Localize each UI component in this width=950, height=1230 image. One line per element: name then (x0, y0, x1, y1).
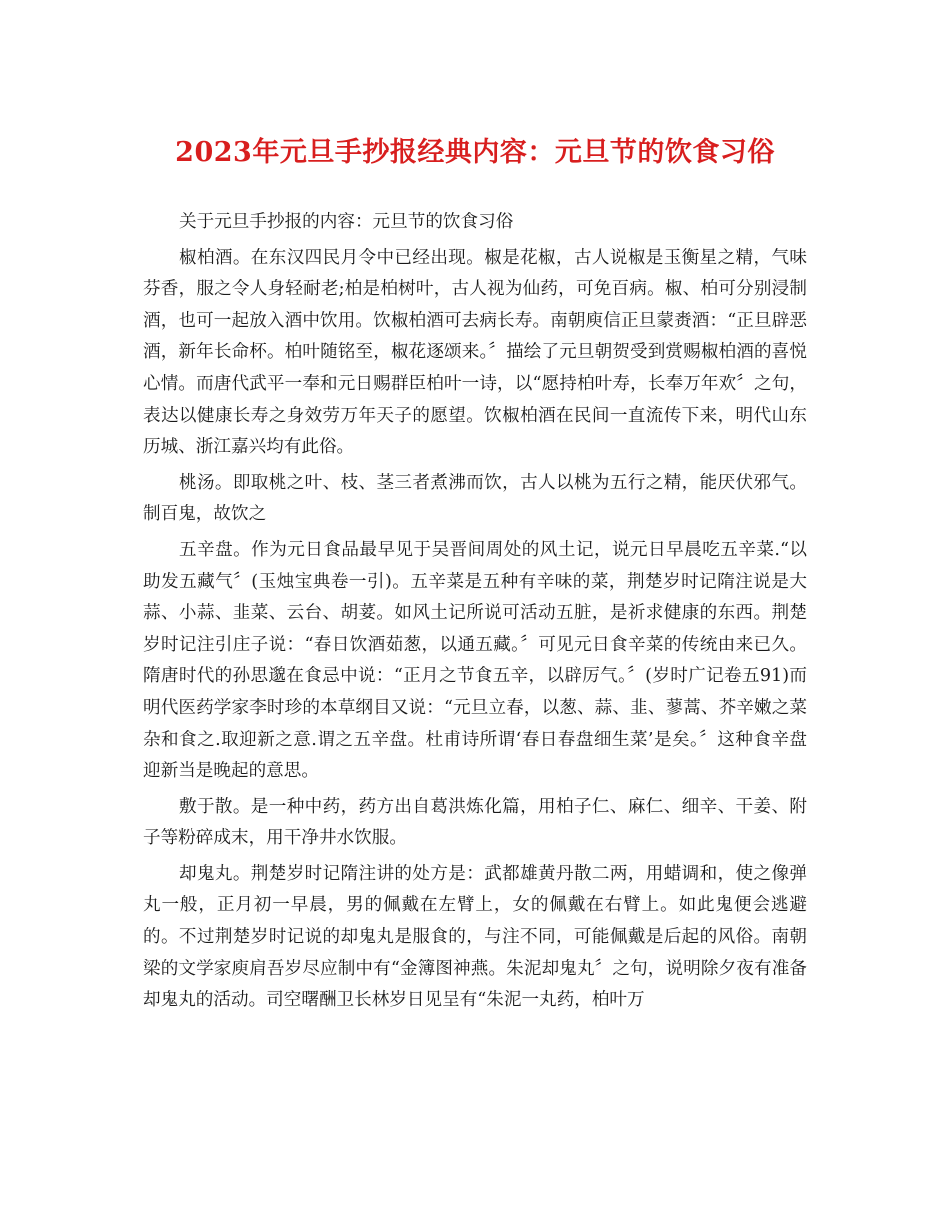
paragraph-intro: 关于元旦手抄报的内容：元旦节的饮食习俗 (179, 212, 514, 232)
paragraph-five-spice-plate: 五辛盘。作为元日食品最早见于吴晋间周处的风土记，说元日早晨吃五辛菜.“以助发五藏气〞(玉烛宝典卷一引)。五辛菜是五种有辛味的菜，荆楚岁时记隋注说是大蒜、小蒜、韭菜、云台、胡荽。如风土记所说可活动五脏，是祈求健康的东西。荆楚岁时记注引庄子说：“春日饮酒茹葱，以通五藏。〞可见元日食辛菜的传统由来已久。隋唐时代的孙思邈在食忌中说：“正月之节食五辛，以辟厉气。〞(岁时广记卷五91)而明代医药学家李时珍的本草纲目又说：“元旦立春，以葱、蒜、韭、蓼蒿、芥辛嫩之菜杂和食之.取迎新之意.谓之五辛盘。杜甫诗所谓‘春日春盘细生菜’是矣。〞这种食辛盘迎新当是晚起的意思。 (143, 539, 807, 782)
document-body (143, 207, 807, 1021)
paragraph-jiaobai-wine: 椒柏酒。在东汉四民月令中已经出现。椒是花椒，古人说椒是玉衡星之精，气味芬香，服之令人身轻耐老;柏是柏树叶，古人视为仙药，可免百病。椒、柏可分别浸制酒，也可一起放入酒中饮用。饮椒柏酒可去病长寿。南朝庾信正旦蒙赉酒：“正旦辟恶酒，新年长命杯。柏叶随铭至，椒花逐颂来。〞描绘了元旦朝贺受到赏赐椒柏酒的喜悦心情。而唐代武平一奉和元日赐群臣柏叶一诗，以“愿持柏叶寿，长奉万年欢〞之句，表达以健康长寿之身效劳万年天子的愿望。饮椒柏酒在民间一直流传下来，明代山东历城、浙江嘉兴均有此俗。 (143, 247, 807, 458)
paragraph-fuyu-powder: 敷于散。是一种中药，药方出自葛洪炼化篇，用柏子仁、麻仁、细辛、干姜、附子等粉碎成末，用干净井水饮服。 (143, 796, 807, 849)
paragraph-peach-soup: 桃汤。即取桃之叶、枝、茎三者煮沸而饮，古人以桃为五行之精，能厌伏邪气。制百鬼，故饮之 (143, 472, 807, 525)
document-title: 2023年元旦手抄报经典内容：元旦节的饮食习俗 (175, 137, 775, 168)
paragraph-ghost-repelling-pill: 却鬼丸。荆楚岁时记隋注讲的处方是：武都雄黄丹散二两，用蜡调和，使之像弹丸一般，正月初一早晨，男的佩戴在左臂上，女的佩戴在右臂上。如此鬼便会逃避的。不过荆楚岁时记说的却鬼丸是服食的，与注不同，可能佩戴是后起的风俗。南朝梁的文学家庾肩吾岁尽应制中有“金簿图神燕。朱泥却鬼丸〞之句，说明除夕夜有准备却鬼丸的活动。司空曙酬卫长林岁日见呈有“朱泥一丸药，柏叶万 (143, 863, 807, 1011)
